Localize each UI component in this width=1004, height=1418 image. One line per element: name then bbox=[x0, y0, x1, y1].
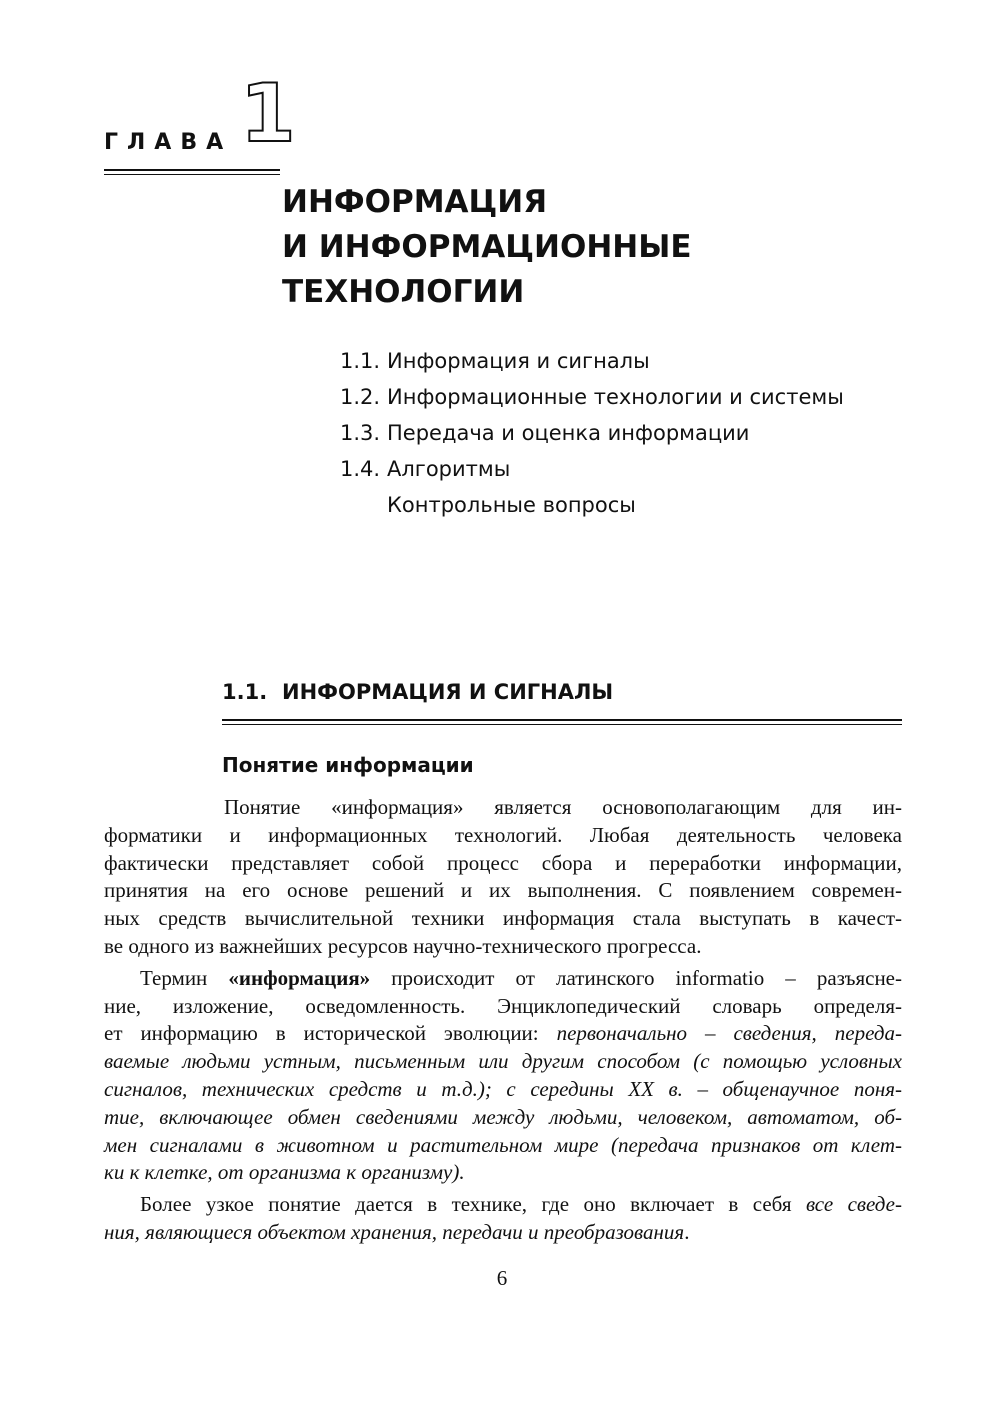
text-run: Более узкое понятие дается в технике, где оно включает в себя bbox=[140, 1192, 806, 1217]
section-rule bbox=[222, 719, 902, 725]
text-line bbox=[104, 1104, 902, 1132]
chapter-label: ГЛАВА bbox=[104, 130, 233, 155]
text-line bbox=[104, 1219, 902, 1247]
text-line bbox=[104, 1132, 902, 1160]
italic-run: ния, являющиеся объектом хранения, передачи и преобразования bbox=[104, 1219, 685, 1244]
toc-item bbox=[340, 343, 844, 379]
text-line bbox=[104, 1191, 902, 1219]
toc-item-number: 1.1. bbox=[340, 349, 381, 373]
chapter-rule bbox=[104, 169, 280, 175]
bold-term: «информация» bbox=[228, 965, 371, 990]
text-run: . bbox=[684, 1219, 690, 1244]
italic-run: первоначально – сведения, переда- bbox=[556, 1021, 902, 1046]
section-title: ИНФОРМАЦИЯ И СИГНАЛЫ bbox=[282, 680, 614, 704]
toc-item-number: 1.3. bbox=[340, 421, 381, 445]
text-line bbox=[104, 1159, 902, 1187]
text-line bbox=[104, 1076, 902, 1104]
toc-item bbox=[340, 451, 844, 487]
text-line bbox=[104, 965, 902, 993]
toc-item-title: Контрольные вопросы bbox=[387, 493, 636, 517]
text-line: Понятие «информация» является основополагающим для ин- bbox=[224, 795, 902, 819]
section-number: 1.1. bbox=[222, 680, 268, 704]
toc-item bbox=[340, 487, 844, 523]
italic-run: ваемые людьми устным, письменным или другим способом (с помощью условных bbox=[104, 1049, 902, 1074]
text-line: ве одного из важнейших ресурсов научно-технического прогресса. bbox=[104, 933, 702, 958]
paragraph bbox=[104, 1191, 902, 1247]
toc-item-title: Передача и оценка информации bbox=[387, 421, 750, 445]
section-heading bbox=[222, 680, 613, 704]
paragraph bbox=[104, 965, 902, 1187]
chapter-number: 1 bbox=[240, 67, 296, 160]
text-run: происходит от латинского informatio – разъясне- bbox=[370, 965, 902, 990]
italic-run: мен сигналами в животном и растительном мире (передача признаков от клет- bbox=[104, 1132, 902, 1157]
text-line: форматики и информационных технологий. Любая деятельность человека bbox=[104, 822, 902, 847]
text-run: Термин bbox=[140, 965, 229, 990]
text-line bbox=[104, 1048, 902, 1076]
text-line: принятия на его основе решений и их выполнения. С появлением современ- bbox=[104, 878, 902, 903]
chapter-title-line: ИНФОРМАЦИЯ bbox=[282, 184, 548, 220]
text-line: ных средств вычислительной техники информация стала выступать в качест- bbox=[104, 906, 902, 931]
subsection-heading: Понятие информации bbox=[222, 753, 474, 777]
italic-run: ки к клетке, от организма к организму). bbox=[104, 1160, 465, 1185]
italic-run: тие, включающее обмен сведениями между людьми, человеком, автоматом, об- bbox=[104, 1104, 902, 1129]
toc-item-title: Информационные технологии и системы bbox=[387, 385, 844, 409]
text-line: ние, изложение, осведомленность. Энциклопедический словарь определя- bbox=[104, 993, 902, 1018]
toc-item bbox=[340, 379, 844, 415]
toc-item-title: Алгоритмы bbox=[387, 457, 511, 481]
chapter-title-line: ТЕХНОЛОГИИ bbox=[282, 274, 525, 310]
chapter-title bbox=[282, 180, 692, 315]
italic-run: сигналов, технических средств и т.д.); с середины XX в. – общенаучное поня- bbox=[104, 1076, 902, 1101]
text-line: фактически представляет собой процесс сбора и переработки информации, bbox=[104, 850, 902, 875]
italic-run: все сведе- bbox=[805, 1192, 902, 1217]
table-of-contents bbox=[340, 343, 844, 523]
text-run: ет информацию в исторической эволюции: bbox=[104, 1021, 557, 1046]
text-line bbox=[104, 1020, 902, 1048]
toc-item-number: 1.4. bbox=[340, 457, 381, 481]
page-number: 6 bbox=[496, 1266, 508, 1290]
toc-item-number: 1.2. bbox=[340, 385, 381, 409]
paragraph bbox=[104, 794, 902, 961]
chapter-title-line: И ИНФОРМАЦИОННЫЕ bbox=[282, 229, 692, 265]
toc-item bbox=[340, 415, 844, 451]
toc-item-title: Информация и сигналы bbox=[387, 349, 650, 373]
body-text bbox=[104, 794, 902, 1247]
